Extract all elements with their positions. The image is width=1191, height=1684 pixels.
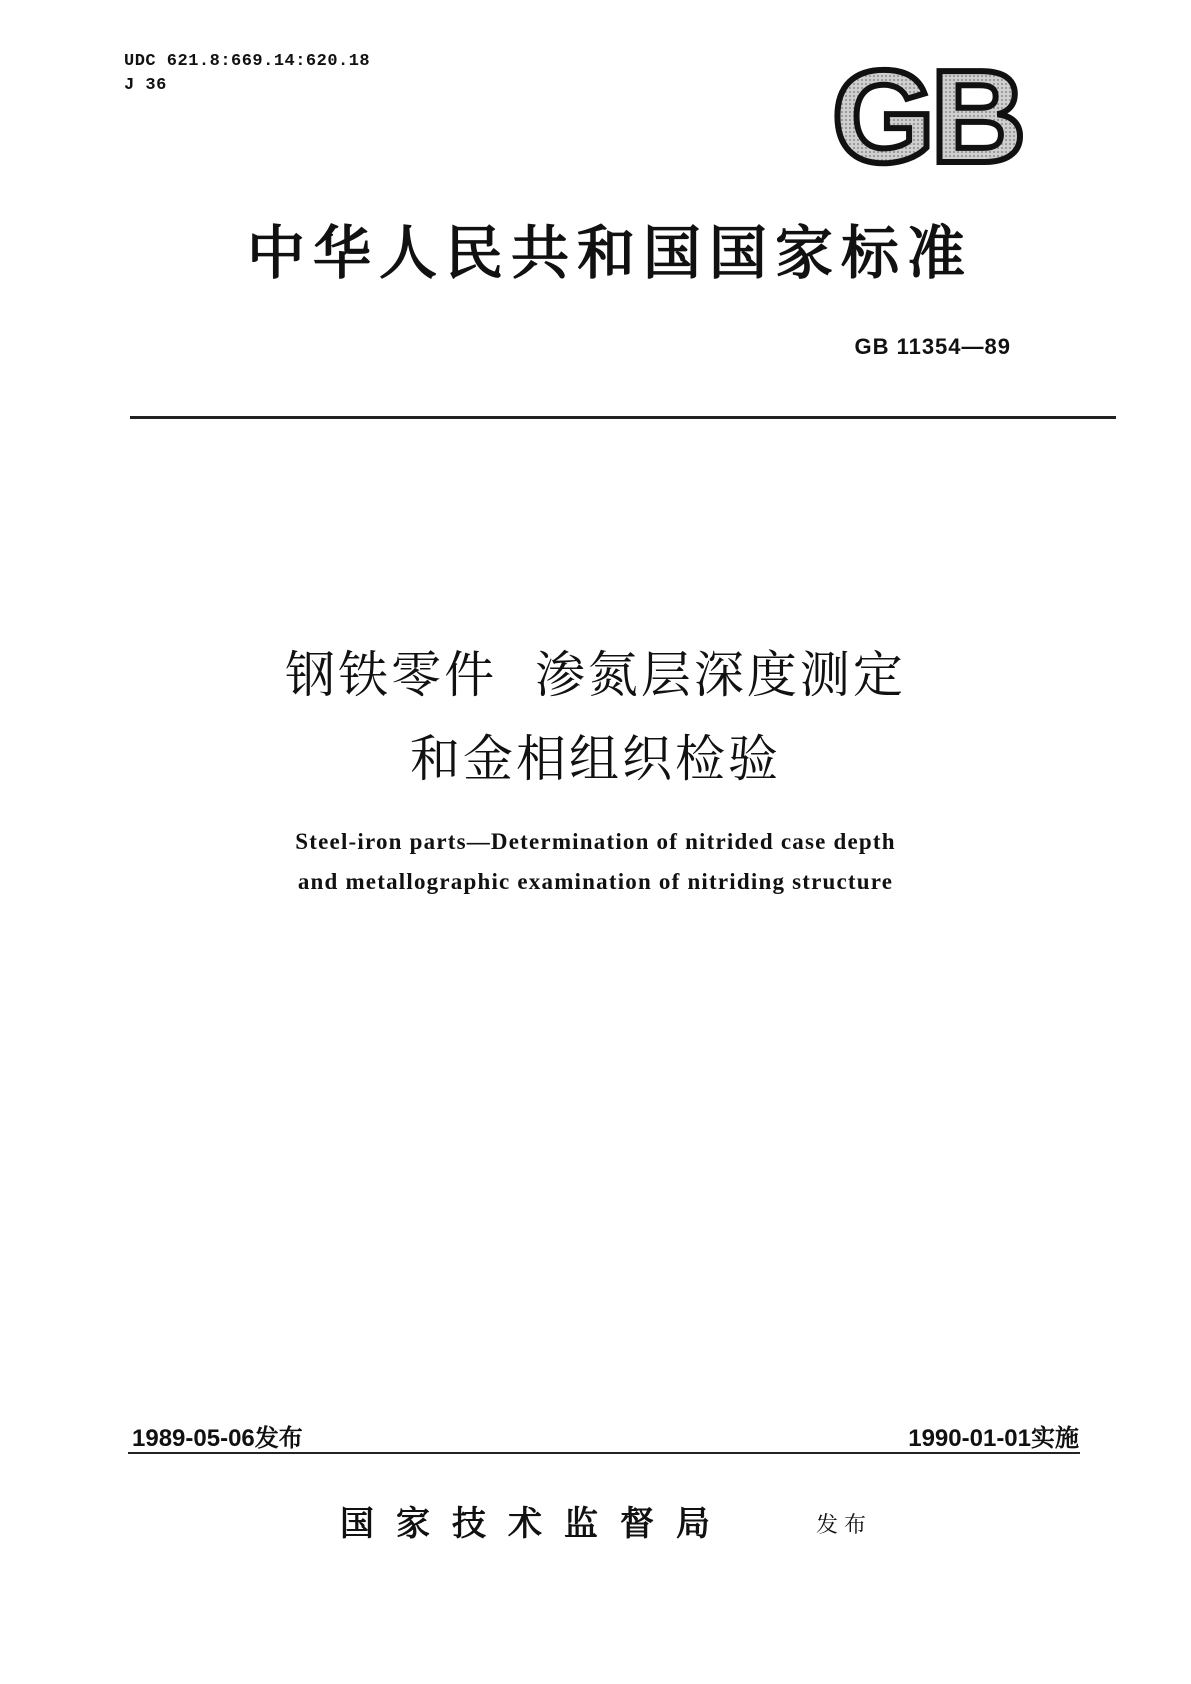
udc-number: UDC 621.8:669.14:620.18 [124,52,371,71]
gb-logo-text: GB [832,54,1022,179]
gb-logo [812,54,1042,179]
footer-divider [128,1452,1080,1454]
title-zh-line2: 和金相组织检验 [410,730,781,788]
header-divider [130,416,1116,419]
title-en-line1: Steel-iron parts—Determination of nitrided case depth [295,829,896,854]
classification-code: J 36 [124,76,167,95]
issue-date: 1989-05-06发布 [132,1425,303,1452]
standard-number: GB 11354—89 [854,334,1011,359]
publisher-name: 国家技术监督局 [340,1504,732,1544]
publisher-suffix: 发布 [816,1513,873,1538]
title-zh-line1: 钢铁零件 渗氮层深度测定 [285,646,906,704]
effective-date: 1990-01-01实施 [908,1425,1079,1452]
national-standard-title: 中华人民共和国国家标准 [246,219,973,287]
title-en-line2: and metallographic examination of nitriding structure [297,869,894,894]
classification-block [124,50,370,98]
